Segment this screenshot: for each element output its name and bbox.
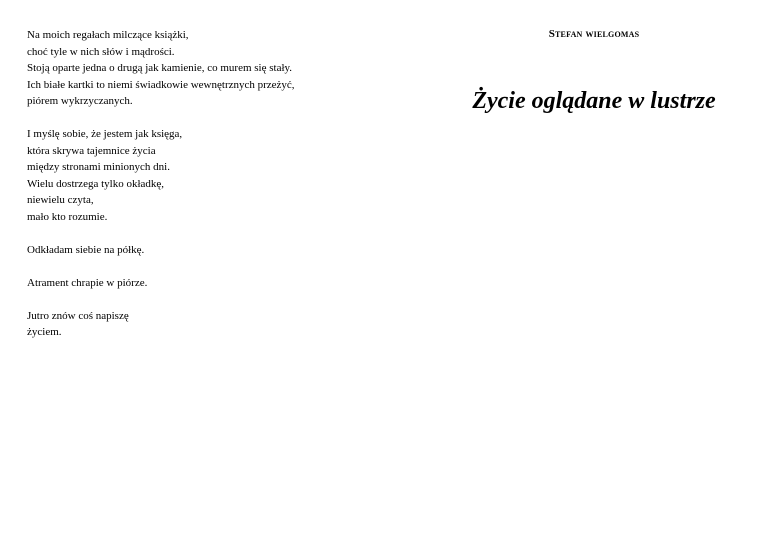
poem-line: mało kto rozumie. [27,210,108,223]
stanza-3 [27,242,357,259]
poem-line: Na moich regałach milczące książki, [27,29,189,41]
poem-line: Ich białe kartki to niemi świadkowie wewnętrznych przeżyć, [27,78,295,91]
stanza-1 [27,27,357,110]
poem-line: która skrywa tajemnice życia [27,144,156,157]
stanza-5 [27,308,357,341]
poem-line: choć tyle w nich słów i mądrości. [27,45,175,58]
poem-line: Atrament chrapie w piórze. [27,276,148,289]
poem-line: I myślę sobie, że jestem jak księga, [27,128,183,140]
stanza-2 [27,126,357,225]
title-page [420,0,768,543]
poem-page [27,27,357,357]
poem-line: piórem wykrzyczanych. [27,95,133,107]
poem-line: Odkładam siebie na półkę. [27,243,145,256]
stanza-4 [27,275,357,292]
poem-line: życiem. [27,326,62,338]
poem-line: między stronami minionych dni. [27,161,170,173]
poem-line: Stoją oparte jedna o drugą jak kamienie, co murem się stały. [27,62,293,74]
author-name: Stefan wielgomas [548,28,640,40]
poem-line: Jutro znów coś napiszę [27,309,129,322]
poem-line: Wielu dostrzega tylko okładkę, [27,177,165,190]
book-title: Życie oglądane w lustrze [472,88,716,114]
poem-line: niewielu czyta, [27,194,94,206]
